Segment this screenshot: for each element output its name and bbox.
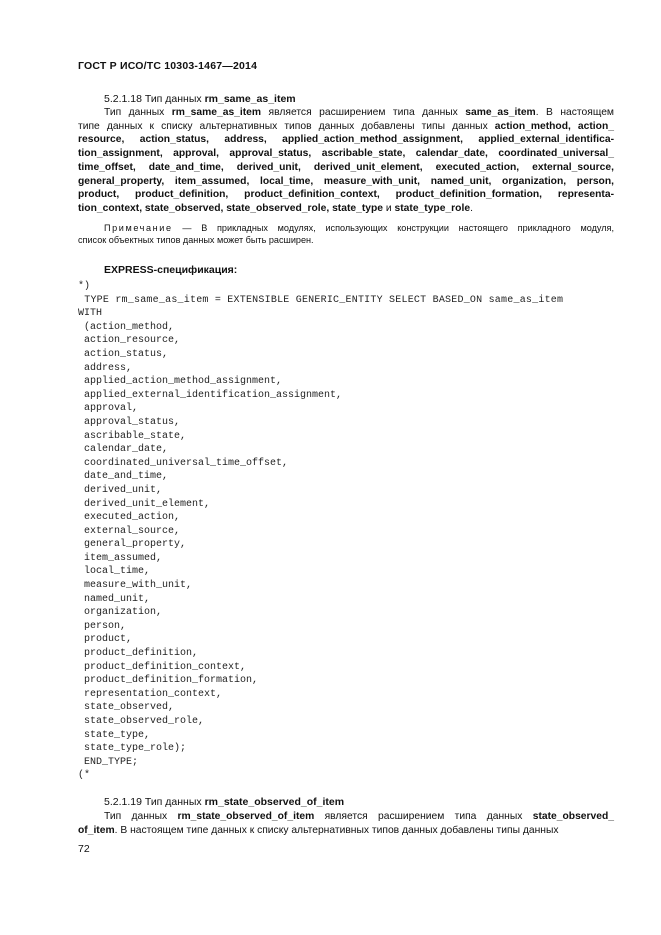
code-line: applied_external_identification_assignment,: [78, 389, 343, 401]
code-line: action_status,: [78, 348, 169, 360]
note-block: [78, 222, 614, 246]
code-line: state_observed_role,: [78, 716, 205, 727]
paragraph-line: [78, 824, 614, 838]
paragraph-line: [78, 147, 614, 161]
section-heading-5-2-1-19: [104, 796, 344, 808]
type-name: action_method, action_: [494, 120, 614, 132]
code-line: action_resource,: [78, 335, 181, 347]
text-run: Тип данных: [104, 107, 172, 118]
heading-number: 5.2.1.19 Тип данных: [104, 796, 205, 808]
text-run: типе данных к списку альтернативных типов данных добавлены типы данных: [78, 120, 495, 132]
section-paragraph-5-2-1-19: [78, 810, 614, 837]
paragraph-line: [78, 188, 614, 202]
page-number: 72: [78, 843, 90, 855]
code-line: representation_context,: [78, 688, 223, 700]
text-run: и: [383, 202, 395, 214]
paragraph-line: [78, 133, 614, 147]
code-line: external_source,: [78, 525, 181, 537]
express-spec-title: EXPRESS-спецификация:: [104, 264, 238, 276]
note-line-1: [78, 222, 614, 234]
type-name: rm_state_observed_of_item: [177, 811, 315, 822]
type-name: time_offset, date_and_time, derived_unit, derived_unit_element, executed_action, external_source,: [78, 161, 614, 173]
type-name: product, product_definition, product_definition_context, product_definition_formation, representa-: [78, 189, 614, 201]
paragraph-line: [78, 106, 614, 120]
code-line: product_definition_context,: [78, 661, 247, 673]
code-line: coordinated_universal_time_offset,: [78, 457, 289, 469]
type-name: state_type_role: [394, 202, 471, 214]
code-line: WITH: [78, 308, 103, 320]
section-heading-5-2-1-18: [104, 93, 296, 105]
text-run: . В настоящем типе данных к списку альтернативных типов данных добавлены типы данных: [114, 824, 559, 836]
note-label: Примечание: [104, 223, 173, 233]
type-name: of_item: [78, 824, 115, 836]
type-name: tion_context, state_observed, state_observed_role, state_type: [78, 202, 384, 214]
code-line: measure_with_unit,: [78, 580, 193, 592]
code-line: item_assumed,: [78, 552, 163, 564]
type-name: state_observed_: [532, 811, 614, 822]
heading-number: 5.2.1.18 Тип данных: [104, 93, 205, 105]
code-line: named_unit,: [78, 593, 151, 605]
paragraph-line: [78, 175, 614, 189]
section-paragraph-5-2-1-18: [78, 106, 614, 216]
text-run: является расширением типа данных: [314, 811, 533, 822]
type-name: resource, action_status, address, applied_action_method_assignment, applied_external_identifica-: [78, 134, 614, 146]
code-line: *): [78, 281, 91, 292]
code-line: person,: [78, 620, 127, 632]
code-line: product_definition_formation,: [78, 675, 259, 687]
code-line: organization,: [78, 607, 163, 619]
type-name: general_property, item_assumed, local_time, measure_with_unit, named_unit, organization, person,: [78, 175, 614, 187]
code-line: approval_status,: [78, 416, 181, 428]
text-run: является расширением типа данных: [261, 107, 466, 118]
type-name: rm_same_as_item: [171, 107, 262, 118]
heading-type-name: rm_same_as_item: [204, 93, 296, 105]
code-line: applied_action_method_assignment,: [78, 376, 283, 388]
code-line: END_TYPE;: [78, 756, 139, 768]
code-line: local_time,: [78, 566, 151, 578]
paragraph-line: [78, 120, 614, 134]
code-line: state_observed,: [78, 702, 175, 714]
type-name: tion_assignment, approval, approval_status, ascribable_state, calendar_date, coordinated_universal_: [78, 148, 614, 160]
code-line: derived_unit,: [78, 484, 163, 496]
type-name: same_as_item: [465, 107, 536, 118]
paragraph-line: [78, 202, 614, 216]
code-line: derived_unit_element,: [78, 498, 211, 510]
express-code-block: [78, 280, 563, 783]
code-line: product,: [78, 634, 133, 646]
code-line: (action_method,: [78, 321, 175, 333]
paragraph-line: [78, 161, 614, 175]
code-line: (*: [78, 770, 91, 782]
code-line: date_and_time,: [78, 471, 169, 483]
heading-type-name: rm_state_observed_of_item: [204, 796, 345, 808]
code-line: state_type,: [78, 729, 151, 741]
paragraph-line: [78, 810, 614, 824]
text-run: .: [470, 202, 473, 214]
text-run: . В настоящем: [535, 107, 614, 118]
text-run: Тип данных: [104, 811, 178, 822]
code-line: approval,: [78, 403, 139, 415]
code-line: ascribable_state,: [78, 430, 187, 442]
code-line: state_type_role);: [78, 743, 187, 755]
code-line: general_property,: [78, 539, 187, 551]
note-line-2: список объектных типов данных может быть расширен.: [78, 235, 314, 245]
code-line: address,: [78, 362, 133, 374]
document-header: ГОСТ Р ИСО/ТС 10303-1467—2014: [78, 60, 258, 72]
code-line: TYPE rm_same_as_item = EXTENSIBLE GENERIC_ENTITY SELECT BASED_ON same_as_item: [78, 294, 564, 306]
code-line: executed_action,: [78, 512, 181, 524]
note-text-1: — В прикладных модулях, использующих конструкции настоящего прикладного модуля,: [172, 223, 614, 233]
code-line: calendar_date,: [78, 444, 169, 456]
code-line: product_definition,: [78, 648, 199, 660]
